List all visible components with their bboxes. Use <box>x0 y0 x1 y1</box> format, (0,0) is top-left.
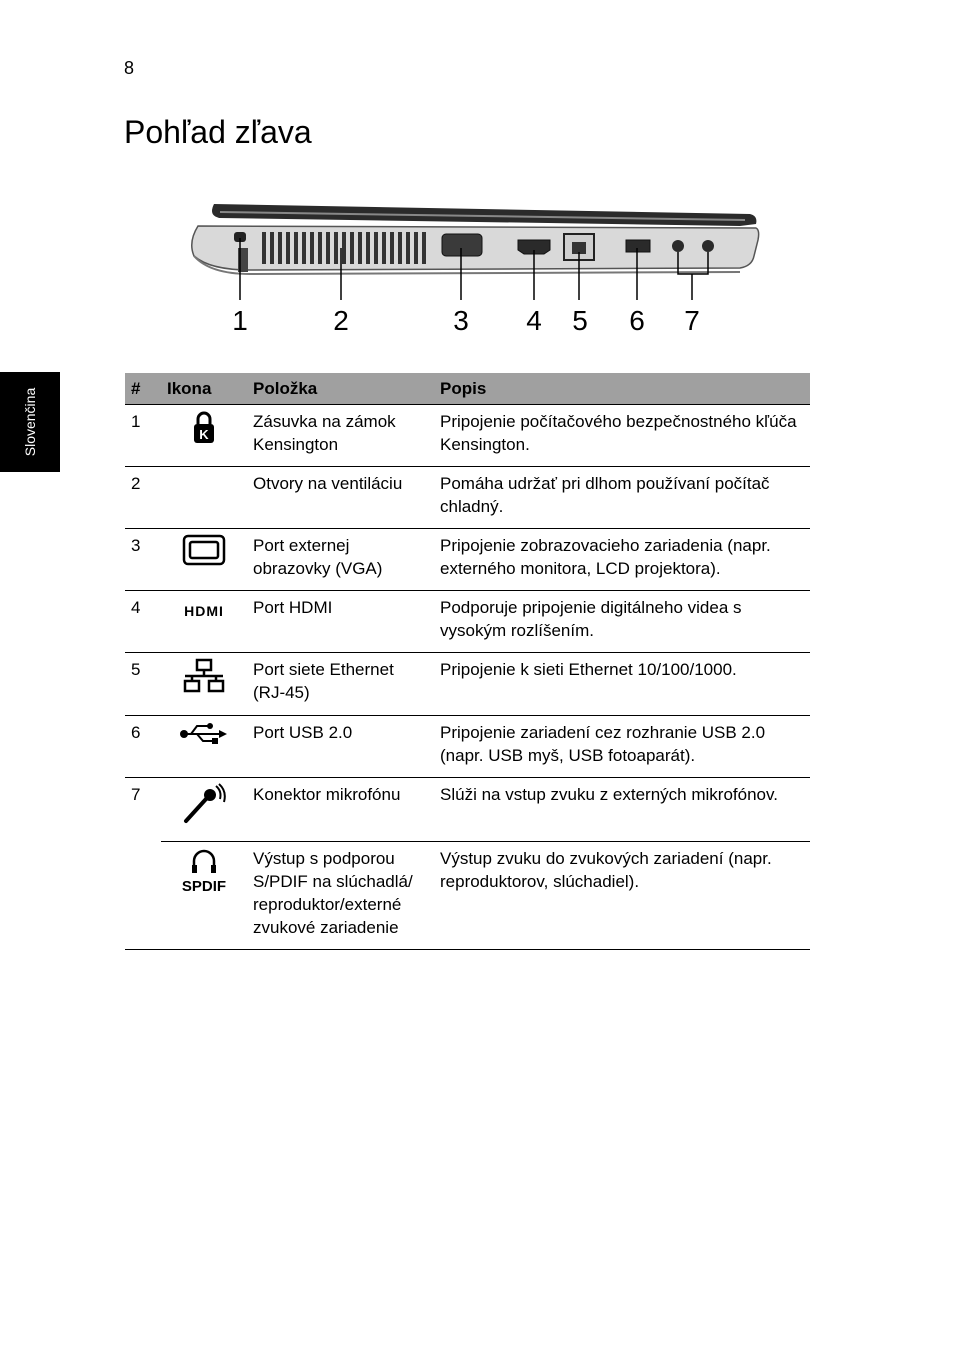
header-item: Položka <box>247 373 434 405</box>
ports-table <box>125 373 810 950</box>
ethernet-icon <box>182 658 226 694</box>
row-num: 6 <box>125 716 161 778</box>
laptop-left-side-figure <box>180 196 770 346</box>
table-row <box>125 842 810 950</box>
callout-4: 4 <box>526 305 542 336</box>
row-num <box>125 842 161 950</box>
kensington-lock-icon <box>192 410 216 444</box>
row-item: Port externej obrazovky (VGA) <box>247 529 434 591</box>
usb-icon <box>179 721 229 745</box>
table-row <box>125 778 810 842</box>
callout-5: 5 <box>572 305 588 336</box>
svg-text:HDMI: HDMI <box>184 604 224 618</box>
row-num: 2 <box>125 467 161 529</box>
laptop-lid <box>212 204 756 226</box>
language-side-tab-label: Slovenčina <box>22 387 38 457</box>
row-num: 4 <box>125 591 161 653</box>
svg-text:SPDIF: SPDIF <box>181 878 227 893</box>
table-header-row <box>125 373 810 405</box>
usb-port <box>626 240 650 252</box>
header-icon: Ikona <box>161 373 247 405</box>
table-row <box>125 653 810 716</box>
row-item: Konektor mikrofónu <box>247 778 434 842</box>
row-item: Výstup s podporou S/PDIF na slúchadlá/ reproduktor/externé zvukové zariadenie <box>247 842 434 950</box>
row-item: Zásuvka na zámok Kensington <box>247 405 434 467</box>
row-desc: Pripojenie počítačového bezpečnostného kľúča Kensington. <box>434 405 810 467</box>
row-desc: Podporuje pripojenie digitálneho videa s vysokým rozlíšením. <box>434 591 810 653</box>
svg-text:K: K <box>199 427 209 442</box>
callout-1: 1 <box>232 305 248 336</box>
ventilation-grille <box>262 232 426 264</box>
callout-6: 6 <box>629 305 645 336</box>
header-num: # <box>125 373 161 405</box>
row-desc: Slúži na vstup zvuku z externých mikrofónov. <box>434 778 810 842</box>
row-num: 3 <box>125 529 161 591</box>
vga-port <box>442 234 482 256</box>
vga-icon <box>182 534 226 566</box>
headphone-spdif-icon <box>177 847 231 893</box>
row-item: Port USB 2.0 <box>247 716 434 778</box>
table-row <box>125 467 810 529</box>
table-row <box>125 591 810 653</box>
row-desc: Pripojenie k sieti Ethernet 10/100/1000. <box>434 653 810 716</box>
row-desc: Pripojenie zariadení cez rozhranie USB 2.0 (napr. USB myš, USB fotoaparát). <box>434 716 810 778</box>
row-num: 5 <box>125 653 161 716</box>
page-title: Pohľad zľava <box>124 114 312 150</box>
table-row <box>125 716 810 778</box>
row-item: Otvory na ventiláciu <box>247 467 434 529</box>
row-item: Port HDMI <box>247 591 434 653</box>
microphone-icon <box>182 783 226 825</box>
headphone-jack <box>702 240 714 252</box>
row-desc: Pomáha udržať pri dlhom používaní počítač chladný. <box>434 467 810 529</box>
hdmi-icon <box>176 604 232 618</box>
table-row <box>125 405 810 467</box>
language-side-tab <box>0 372 60 472</box>
row-num: 1 <box>125 405 161 467</box>
row-num: 7 <box>125 778 161 842</box>
header-desc: Popis <box>434 373 810 405</box>
microphone-jack <box>672 240 684 252</box>
callout-7: 7 <box>684 305 700 336</box>
page-number: 8 <box>124 58 135 78</box>
row-desc: Výstup zvuku do zvukových zariadení (napr. reproduktorov, slúchadiel). <box>434 842 810 950</box>
row-item: Port siete Ethernet (RJ-45) <box>247 653 434 716</box>
row-desc: Pripojenie zobrazovacieho zariadenia (napr. externého monitora, LCD projektora). <box>434 529 810 591</box>
callout-2: 2 <box>333 305 349 336</box>
callout-3: 3 <box>453 305 469 336</box>
table-row <box>125 529 810 591</box>
